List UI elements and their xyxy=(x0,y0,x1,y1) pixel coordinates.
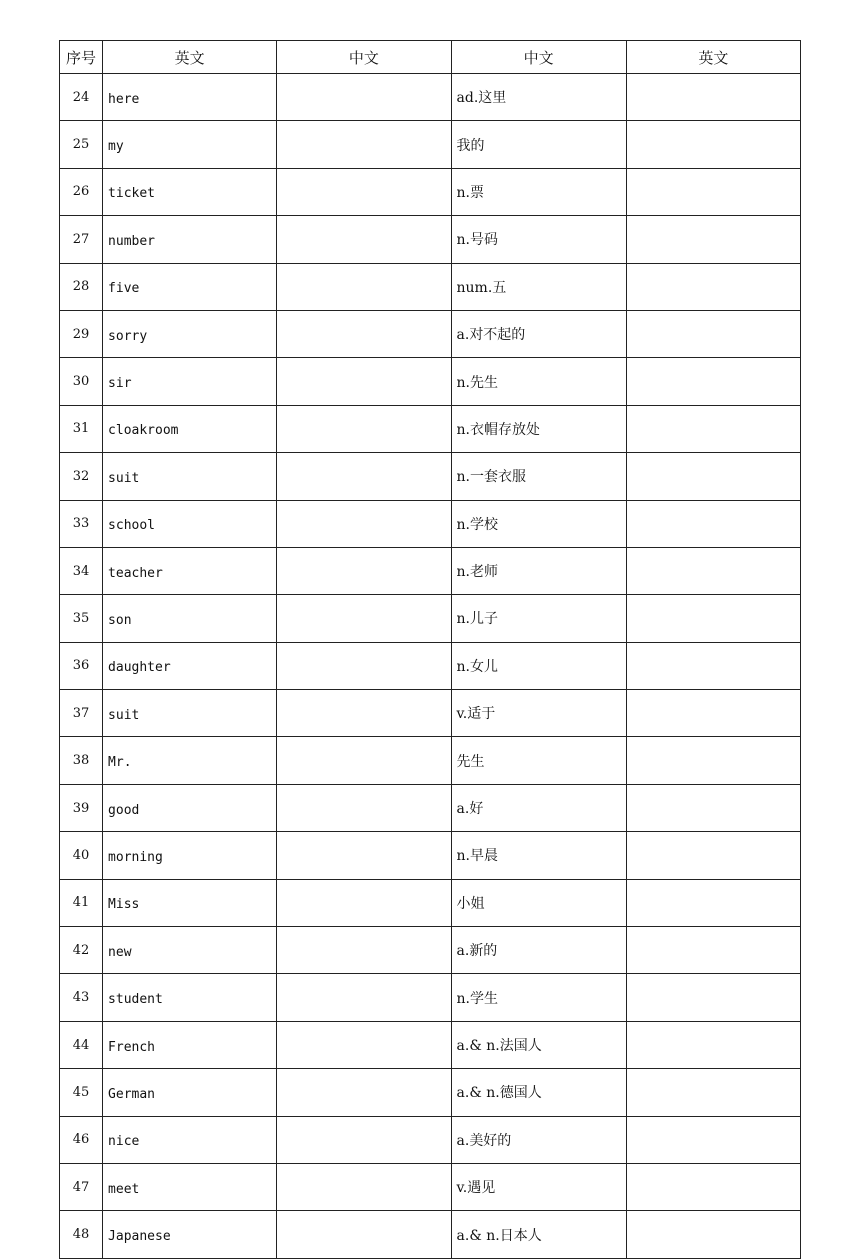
row-number: 36 xyxy=(60,642,103,689)
english-answer-cell[interactable] xyxy=(626,168,800,215)
table-row xyxy=(60,1163,801,1210)
table-row xyxy=(60,784,801,831)
table-row xyxy=(60,927,801,974)
chinese-answer-cell[interactable] xyxy=(277,405,451,452)
chinese-answer-cell[interactable] xyxy=(277,1116,451,1163)
row-number: 45 xyxy=(60,1069,103,1116)
table-row xyxy=(60,974,801,1021)
english-word: Japanese xyxy=(103,1211,277,1258)
table-row xyxy=(60,690,801,737)
chinese-answer-cell[interactable] xyxy=(277,1163,451,1210)
table-row xyxy=(60,547,801,594)
table-row xyxy=(60,310,801,357)
english-answer-cell[interactable] xyxy=(626,974,800,1021)
row-number: 33 xyxy=(60,500,103,547)
english-word: cloakroom xyxy=(103,405,277,452)
english-answer-cell[interactable] xyxy=(626,263,800,310)
table-row xyxy=(60,832,801,879)
row-number: 25 xyxy=(60,121,103,168)
table-row xyxy=(60,453,801,500)
table-row xyxy=(60,168,801,215)
english-answer-cell[interactable] xyxy=(626,595,800,642)
table-row xyxy=(60,121,801,168)
english-word: here xyxy=(103,74,277,121)
english-word: student xyxy=(103,974,277,1021)
english-answer-cell[interactable] xyxy=(626,1069,800,1116)
english-word: good xyxy=(103,784,277,831)
english-answer-cell[interactable] xyxy=(626,1116,800,1163)
chinese-meaning: n.老师 xyxy=(451,547,626,594)
chinese-answer-cell[interactable] xyxy=(277,1211,451,1258)
table-row xyxy=(60,263,801,310)
english-answer-cell[interactable] xyxy=(626,690,800,737)
row-number: 46 xyxy=(60,1116,103,1163)
english-word: Miss xyxy=(103,879,277,926)
english-answer-cell[interactable] xyxy=(626,216,800,263)
chinese-answer-cell[interactable] xyxy=(277,263,451,310)
table-row xyxy=(60,1021,801,1068)
english-word: French xyxy=(103,1021,277,1068)
chinese-answer-cell[interactable] xyxy=(277,500,451,547)
english-answer-cell[interactable] xyxy=(626,737,800,784)
chinese-meaning: n.学生 xyxy=(451,974,626,1021)
row-number: 35 xyxy=(60,595,103,642)
chinese-answer-cell[interactable] xyxy=(277,453,451,500)
english-word: Mr. xyxy=(103,737,277,784)
chinese-meaning: n.儿子 xyxy=(451,595,626,642)
chinese-answer-cell[interactable] xyxy=(277,832,451,879)
english-answer-cell[interactable] xyxy=(626,1163,800,1210)
english-answer-cell[interactable] xyxy=(626,453,800,500)
chinese-meaning: a.新的 xyxy=(451,927,626,974)
row-number: 43 xyxy=(60,974,103,1021)
chinese-meaning: n.衣帽存放处 xyxy=(451,405,626,452)
chinese-meaning: a.好 xyxy=(451,784,626,831)
english-answer-cell[interactable] xyxy=(626,642,800,689)
header-chinese-blank: 中文 xyxy=(277,41,451,74)
english-word: suit xyxy=(103,453,277,500)
english-word: German xyxy=(103,1069,277,1116)
chinese-meaning: v.适于 xyxy=(451,690,626,737)
english-answer-cell[interactable] xyxy=(626,784,800,831)
table-row xyxy=(60,1211,801,1258)
english-word: suit xyxy=(103,690,277,737)
row-number: 28 xyxy=(60,263,103,310)
chinese-answer-cell[interactable] xyxy=(277,216,451,263)
english-word: my xyxy=(103,121,277,168)
row-number: 37 xyxy=(60,690,103,737)
chinese-answer-cell[interactable] xyxy=(277,358,451,405)
row-number: 31 xyxy=(60,405,103,452)
english-word: meet xyxy=(103,1163,277,1210)
chinese-meaning: a.美好的 xyxy=(451,1116,626,1163)
english-word: school xyxy=(103,500,277,547)
english-word: son xyxy=(103,595,277,642)
english-answer-cell[interactable] xyxy=(626,310,800,357)
chinese-meaning: a.对不起的 xyxy=(451,310,626,357)
chinese-answer-cell[interactable] xyxy=(277,310,451,357)
chinese-answer-cell[interactable] xyxy=(277,927,451,974)
header-number: 序号 xyxy=(60,41,103,74)
chinese-meaning: num.五 xyxy=(451,263,626,310)
english-word: daughter xyxy=(103,642,277,689)
english-answer-cell[interactable] xyxy=(626,1211,800,1258)
chinese-answer-cell[interactable] xyxy=(277,974,451,1021)
chinese-meaning: n.一套衣服 xyxy=(451,453,626,500)
header-row xyxy=(60,41,801,74)
english-word: ticket xyxy=(103,168,277,215)
row-number: 34 xyxy=(60,547,103,594)
chinese-answer-cell[interactable] xyxy=(277,784,451,831)
table-row xyxy=(60,595,801,642)
chinese-meaning: n.票 xyxy=(451,168,626,215)
table-row xyxy=(60,642,801,689)
row-number: 26 xyxy=(60,168,103,215)
row-number: 38 xyxy=(60,737,103,784)
chinese-meaning: n.学校 xyxy=(451,500,626,547)
chinese-meaning: n.先生 xyxy=(451,358,626,405)
chinese-answer-cell[interactable] xyxy=(277,737,451,784)
chinese-answer-cell[interactable] xyxy=(277,595,451,642)
row-number: 24 xyxy=(60,74,103,121)
row-number: 27 xyxy=(60,216,103,263)
english-word: sorry xyxy=(103,310,277,357)
english-word: morning xyxy=(103,832,277,879)
chinese-answer-cell[interactable] xyxy=(277,121,451,168)
chinese-answer-cell[interactable] xyxy=(277,642,451,689)
table-row xyxy=(60,879,801,926)
english-answer-cell[interactable] xyxy=(626,1021,800,1068)
table-row xyxy=(60,74,801,121)
chinese-meaning: ad.这里 xyxy=(451,74,626,121)
chinese-meaning: n.女儿 xyxy=(451,642,626,689)
row-number: 44 xyxy=(60,1021,103,1068)
chinese-answer-cell[interactable] xyxy=(277,1021,451,1068)
english-answer-cell[interactable] xyxy=(626,405,800,452)
chinese-meaning: 小姐 xyxy=(451,879,626,926)
table-row xyxy=(60,405,801,452)
row-number: 41 xyxy=(60,879,103,926)
row-number: 32 xyxy=(60,453,103,500)
row-number: 42 xyxy=(60,927,103,974)
row-number: 40 xyxy=(60,832,103,879)
chinese-meaning: a.& n.法国人 xyxy=(451,1021,626,1068)
chinese-meaning: a.& n.德国人 xyxy=(451,1069,626,1116)
english-word: number xyxy=(103,216,277,263)
chinese-answer-cell[interactable] xyxy=(277,1069,451,1116)
vocabulary-table xyxy=(59,40,801,1259)
row-number: 47 xyxy=(60,1163,103,1210)
chinese-meaning: a.& n.日本人 xyxy=(451,1211,626,1258)
english-answer-cell[interactable] xyxy=(626,547,800,594)
english-answer-cell[interactable] xyxy=(626,74,800,121)
header-english: 英文 xyxy=(103,41,277,74)
table-row xyxy=(60,216,801,263)
table-row xyxy=(60,1069,801,1116)
english-word: five xyxy=(103,263,277,310)
table-row xyxy=(60,1116,801,1163)
row-number: 39 xyxy=(60,784,103,831)
english-word: nice xyxy=(103,1116,277,1163)
header-chinese: 中文 xyxy=(451,41,626,74)
row-number: 30 xyxy=(60,358,103,405)
table-row xyxy=(60,737,801,784)
chinese-answer-cell[interactable] xyxy=(277,168,451,215)
chinese-meaning: v.遇见 xyxy=(451,1163,626,1210)
english-answer-cell[interactable] xyxy=(626,879,800,926)
chinese-answer-cell[interactable] xyxy=(277,879,451,926)
chinese-answer-cell[interactable] xyxy=(277,690,451,737)
english-answer-cell[interactable] xyxy=(626,832,800,879)
english-word: sir xyxy=(103,358,277,405)
row-number: 29 xyxy=(60,310,103,357)
english-word: teacher xyxy=(103,547,277,594)
english-answer-cell[interactable] xyxy=(626,121,800,168)
english-word: new xyxy=(103,927,277,974)
row-number: 48 xyxy=(60,1211,103,1258)
table-row xyxy=(60,358,801,405)
header-english-blank: 英文 xyxy=(626,41,800,74)
english-answer-cell[interactable] xyxy=(626,500,800,547)
vocabulary-rows xyxy=(60,74,801,1259)
english-answer-cell[interactable] xyxy=(626,358,800,405)
chinese-answer-cell[interactable] xyxy=(277,547,451,594)
chinese-meaning: n.号码 xyxy=(451,216,626,263)
chinese-meaning: 先生 xyxy=(451,737,626,784)
chinese-answer-cell[interactable] xyxy=(277,74,451,121)
table-row xyxy=(60,500,801,547)
chinese-meaning: 我的 xyxy=(451,121,626,168)
english-answer-cell[interactable] xyxy=(626,927,800,974)
chinese-meaning: n.早晨 xyxy=(451,832,626,879)
